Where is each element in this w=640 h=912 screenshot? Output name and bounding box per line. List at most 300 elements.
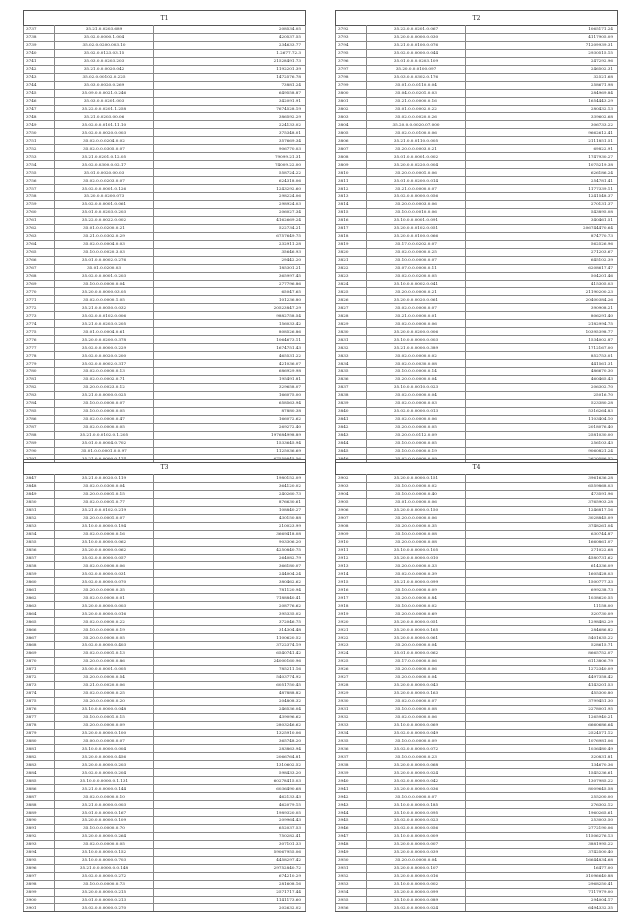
row-index-cell: 3743 [24,73,55,81]
table-row [336,673,618,681]
row-index-cell: 3827 [336,304,367,312]
value-cell: 69822.91 [466,145,618,153]
table-row [336,81,618,89]
row-index-cell: 3739 [24,41,55,49]
code-cell: 35.09.0.0.0021.0.246 [55,89,154,97]
table-row [336,352,618,360]
table-row [336,562,618,570]
code-cell: 35.00.0.0.0001.0.005 [55,665,154,673]
table-row [24,153,306,161]
table-row [336,200,618,208]
row-index-cell: 3774 [24,320,55,328]
table-row [24,626,306,634]
code-cell: 35.03.0.0.0302.0.176 [367,73,466,81]
code-cell: 35.20.0.0.0000.0.35 [367,522,466,530]
value-cell: 1265940.21 [466,713,618,721]
row-index-cell: 3889 [24,809,55,817]
table-row [24,872,306,880]
code-cell: 35.21.0.0.0000.0.144 [55,785,154,793]
table-row [24,475,306,483]
table-row [336,594,618,602]
table-row [336,193,618,201]
row-index-cell: 3822 [336,264,367,272]
code-cell: 35.10.0.0.0000.0.105 [367,546,466,554]
code-cell: 35.02.0.0200.003.10 [55,41,154,49]
code-cell: 35.01.0.0.0000.0.062 [367,649,466,657]
table-row [336,328,618,336]
value-cell: 269272.40 [154,423,306,431]
code-cell: 35.02.0.0.0000.0.16 [55,530,154,538]
code-cell: 35.02.0.0.0000.0.403 [55,642,154,650]
table-row [336,65,618,73]
table-row [24,713,306,721]
value-cell: 32521.68 [466,73,618,81]
code-cell: 35.10.0.0.0000.0.19 [367,447,466,455]
code-cell: 35.20.0.0.0000.0.010 [367,554,466,562]
value-cell: 652037.53 [154,824,306,832]
value-cell: 20400384.26 [466,296,618,304]
value-cell: 2803246.62 [154,721,306,729]
code-cell: 35.20.0.0.0000.0.109 [55,816,154,824]
code-cell: 35.20.0.0.0000.0.264 [55,832,154,840]
value-cell: 6208617.47 [466,264,618,272]
row-index-cell: 3874 [24,689,55,697]
table-row [336,657,618,665]
value-cell: 6494332.35 [466,904,618,912]
table-row [24,618,306,626]
row-index-cell: 3912 [336,554,367,562]
code-cell: 35.10.0.0.0010.0.06 [367,208,466,216]
value-cell: 206027.34 [154,208,306,216]
table-row [24,26,306,34]
value-cell: 202632.02 [154,904,306,912]
table-row [24,320,306,328]
code-cell: 35.02.0.0.0030.0.08 [367,360,466,368]
row-index-cell: 3765 [24,248,55,256]
value-cell: 2182994.75 [466,320,618,328]
table-row [24,602,306,610]
code-cell: 35.20.0.0.0001.0.15 [55,490,154,498]
row-index-cell: 3752 [24,145,55,153]
table-row [24,649,306,657]
table-row [336,618,618,626]
value-cell: 1141173.60 [154,896,306,904]
row-index-cell: 3903 [336,482,367,490]
row-index-cell: 3788 [24,431,55,439]
row-index-cell: 3910 [336,538,367,546]
row-index-cell: 3906 [336,506,367,514]
code-cell: 35.10.0.0.0002.0.041 [367,280,466,288]
code-cell: 35.10.0.0.0000.0.002 [367,880,466,888]
row-index-cell: 3900 [24,896,55,904]
value-cell: 441561.31 [466,360,618,368]
code-cell: 35.02.0.0.0000.0.09 [367,455,466,463]
row-index-cell: 3926 [336,665,367,673]
value-cell: 1500777.33 [466,578,618,586]
code-cell: 35.10.0.0.0000.0.73 [55,880,154,888]
table-row [24,490,306,498]
value-cell: 598433.20 [154,769,306,777]
table-row [24,689,306,697]
value-cell: 31096640.88 [466,872,618,880]
code-cell: 35.01.0.0.0004.0.702 [55,439,154,447]
code-cell: 35.21.0.0.0203.0.205 [55,320,154,328]
value-cell: 185301.21 [154,264,306,272]
row-index-cell: 3919 [336,610,367,618]
row-index-cell: 3909 [336,530,367,538]
value-cell: 60278415.03 [154,777,306,785]
code-cell: 35.02.0.0.0004.0.03 [55,240,154,248]
code-cell: 35.20.0.0.0000.0.150 [367,506,466,514]
row-index-cell: 3878 [24,721,55,729]
row-index-cell: 3821 [336,256,367,264]
row-index-cell: 3812 [336,185,367,193]
value-cell: 264082.79 [154,554,306,562]
row-index-cell: 3823 [336,272,367,280]
row-index-cell: 3745 [24,89,55,97]
table-row [24,177,306,185]
code-cell: 35.01.0.0.0001.0.002 [367,153,466,161]
table-panel-t4 [335,459,618,912]
row-index-cell: 3792 [336,26,367,34]
code-cell: 35.20.0.0.0220.0.004 [367,161,466,169]
code-cell: 35.01.0.0.0200.0.21 [55,224,154,232]
value-cell: 903306.20 [154,538,306,546]
row-index-cell: 3849 [24,490,55,498]
code-cell: 35.02.0.0.0000.0.272 [55,872,154,880]
value-cell: 1989320.05 [154,809,306,817]
code-cell: 35.02.0.0.0000.0.07 [367,697,466,705]
table-row [24,57,306,65]
table-row [24,89,306,97]
code-cell: 35.21.0.0.0000.0.07 [367,185,466,193]
table-row [336,153,618,161]
value-cell: 2968250.41 [466,880,618,888]
code-cell: 35.10.0.0.0000.0.05 [367,439,466,447]
row-index-cell: 3782 [24,383,55,391]
value-cell: 108840.27 [154,506,306,514]
value-cell: 210023.99 [154,522,306,530]
value-cell: 25016.70 [466,391,618,399]
table-row [336,177,618,185]
code-cell: 35.20.0.0.0000.0.068 [367,761,466,769]
code-cell: 35.21.0.0.0020.0.06 [55,681,154,689]
table-row [24,407,306,415]
table-row [336,49,618,57]
table-row [24,232,306,240]
code-cell: 35.02.0.0.0000.0.06 [367,713,466,721]
code-cell: 35.02.0.0.0100.0.06 [367,129,466,137]
code-cell: 35.20.0.0.0000.0.05 [55,634,154,642]
row-index-cell: 3885 [24,777,55,785]
value-cell: 294004.17 [466,896,618,904]
row-index-cell: 3892 [24,832,55,840]
row-index-cell: 3950 [336,856,367,864]
table-row [24,896,306,904]
table-row [24,375,306,383]
table-row [24,121,306,129]
value-cell: 4143201.53 [466,681,618,689]
code-cell: 35.02.0.0.0000.0.229 [55,344,154,352]
row-index-cell: 3817 [336,224,367,232]
code-cell: 35.02.0.0.0000.0.023 [367,816,466,824]
row-index-cell: 3834 [336,360,367,368]
value-cell: 624318.06 [154,177,306,185]
code-cell: 35.20.0.0.0000.0.203 [55,761,154,769]
value-cell: 284969.84 [466,89,618,97]
value-cell: 366180.07 [154,562,306,570]
row-index-cell: 3873 [24,681,55,689]
value-cell: 1654443.29 [466,97,618,105]
row-index-cell: 3899 [24,888,55,896]
row-index-cell: 3768 [24,272,55,280]
code-cell: 35.01.0.0.0002.0.22 [367,105,466,113]
table-row [24,113,306,121]
code-cell: 35.10.0.0.0000.0.194 [55,522,154,530]
value-cell: 246502.31 [466,65,618,73]
value-cell: 486670.30 [466,367,618,375]
row-index-cell: 3763 [24,232,55,240]
row-index-cell: 3813 [336,193,367,201]
row-index-cell: 3904 [336,490,367,498]
table-row [24,256,306,264]
table-row [336,848,618,856]
value-cell: 3961636.28 [466,475,618,483]
code-cell: 35.21.0.0.0000.0.174 [55,455,154,463]
value-cell: 1545236.61 [466,769,618,777]
code-cell: 35.02.0.0.0000.0.06 [367,415,466,423]
table-row [24,312,306,320]
table-row [24,129,306,137]
table-row [336,816,618,824]
row-index-cell: 3775 [24,328,55,336]
row-index-cell: 3755 [24,169,55,177]
table-row [336,864,618,872]
row-index-cell: 3826 [336,296,367,304]
code-cell: 35.20.0.0.0000.0.06 [367,514,466,522]
code-cell: 35.20.0.0.0000.0.69 [367,610,466,618]
code-cell: 35.02.0.0.0001.0.13 [55,649,154,657]
row-index-cell: 3911 [336,546,367,554]
table-row [24,105,306,113]
code-cell: 35.10.0.0.0000.0.003 [367,336,466,344]
code-cell: 35.20.0.0.0000.0.163 [367,689,466,697]
code-cell: 35.20.0.0.0000.0.09 [55,721,154,729]
value-cell: 504201.46 [466,272,618,280]
value-cell: 1307985.22 [466,777,618,785]
value-cell: 1960265.61 [466,809,618,817]
code-cell: 35.10.0.0.0000.0.23 [367,753,466,761]
row-index-cell: 3796 [336,57,367,65]
row-index-cell: 3786 [24,415,55,423]
table-row [336,649,618,657]
value-cell: 430150.88 [154,514,306,522]
code-cell: 35.20.0.0.0000.0.016 [367,872,466,880]
code-cell: 35.04.0.0.0201.0.03 [367,89,466,97]
row-index-cell: 3854 [24,530,55,538]
table-row [24,391,306,399]
value-cell: 276302.12 [466,801,618,809]
row-index-cell: 3902 [336,475,367,483]
value-cell: 6051750.45 [154,681,306,689]
value-cell: 626186.24 [466,169,618,177]
value-cell: 806291.40 [466,312,618,320]
code-cell: 35.20.0.0.0000.0.151 [367,475,466,483]
value-cell: 21528491.73 [154,57,306,65]
value-cell: 658563.94 [154,399,306,407]
code-cell: 35.01.0.0.0203.0.203 [55,208,154,216]
value-cell: 375348.01 [154,129,306,137]
value-cell: 2571717.44 [154,888,306,896]
value-cell: 852753.01 [466,352,618,360]
row-index-cell: 3799 [336,81,367,89]
table-row [336,248,618,256]
value-cell: 298224.06 [154,193,306,201]
row-index-cell: 3805 [336,129,367,137]
row-index-cell: 3828 [336,312,367,320]
value-cell: 5403774.92 [154,673,306,681]
value-cell: 386592.29 [154,113,306,121]
value-cell: 24000160.96 [154,657,306,665]
value-cell: 329658.07 [154,383,306,391]
row-index-cell: 3809 [336,161,367,169]
value-cell: 462133.43 [154,793,306,801]
row-index-cell: 3947 [336,832,367,840]
row-index-cell: 3936 [336,745,367,753]
table-row [24,97,306,105]
code-cell: 35.02.0.0.0000.0.01 [55,594,154,602]
row-index-cell: 3815 [336,208,367,216]
value-cell: 197684998.89 [154,431,306,439]
table-row [336,113,618,121]
table-row [336,256,618,264]
code-cell: 35.21.0.0.0000.0.003 [55,801,154,809]
table-row [24,145,306,153]
code-cell: 35.20.0.0.0000.0.04 [367,856,466,864]
code-cell: 35.01.0.0.0004.0.61 [55,328,154,336]
table-row [24,367,306,375]
value-cell: 2620586.52 [466,455,618,463]
table-row [336,522,618,530]
value-cell: 365997.45 [154,272,306,280]
code-cell: 35.20.0.0.0000.0.08 [367,538,466,546]
code-cell: 35.20.0.0.0003.0.21 [367,145,466,153]
table-row [24,33,306,41]
row-index-cell: 3804 [336,121,367,129]
table-panel-t3 [23,459,306,912]
code-cell: 35.10.0.0.0000.0.703 [55,856,154,864]
value-cell: 1246817.16 [466,506,618,514]
value-cell: 415305.03 [466,280,618,288]
code-cell: 35.02.0.0.0000.0.39 [367,570,466,578]
row-index-cell: 3917 [336,594,367,602]
row-index-cell: 3778 [24,352,55,360]
value-cell: 1533645.94 [154,439,306,447]
code-cell: 35.20.0.0.0000.0.215 [55,888,154,896]
code-cell: 35.02.0.0.0000.0.056 [367,824,466,832]
value-cell: 247292.96 [466,57,618,65]
row-index-cell: 3891 [24,824,55,832]
table-row [336,665,618,673]
code-cell: 35.21.0.0.0000.0.16 [367,97,466,105]
code-cell: 35.02.0.0.0200.0.05 [367,272,466,280]
value-cell: 6036490.68 [154,785,306,793]
row-index-cell: 3869 [24,649,55,657]
table-title: T4 [335,459,618,474]
table-row [336,415,618,423]
table-row [336,737,618,745]
table-row [24,360,306,368]
table-row [336,769,618,777]
value-cell: 87880.38 [154,407,306,415]
row-index-cell: 3789 [24,439,55,447]
code-cell: 35.02.0.0.0305.0.07 [55,145,154,153]
code-cell: 35.10.0.0.0000.0.062 [55,538,154,546]
table-row [24,753,306,761]
value-cell: 16477.00 [466,864,618,872]
code-cell: 35.02.0.0.0000.0.03 [367,399,466,407]
value-cell: 645102.39 [466,256,618,264]
table-row [24,423,306,431]
value-cell: 3028845.09 [466,514,618,522]
row-index-cell: 3920 [336,618,367,626]
code-cell: 35.21.0.0.0102.0.1.205 [55,431,154,439]
row-index-cell: 3929 [336,689,367,697]
value-cell: 4458297.42 [154,856,306,864]
value-cell: 3881995.22 [466,840,618,848]
value-cell: 7117979.00 [466,888,618,896]
value-cell: 208776.62 [154,602,306,610]
table-row [24,721,306,729]
value-cell: 1065171.24 [466,26,618,34]
code-cell: 35.20.0.0.0000.0.84 [367,594,466,602]
row-index-cell: 3945 [336,816,367,824]
row-index-cell: 3851 [24,506,55,514]
code-cell: 35.10.0.0.0000.0.08 [367,530,466,538]
table-row [24,801,306,809]
row-index-cell: 3901 [24,904,55,912]
value-cell: 11506276.13 [466,832,618,840]
value-cell: 699238.73 [466,586,618,594]
code-cell: 35.17.0.0.0202.0.07 [367,240,466,248]
row-index-cell: 3898 [24,880,55,888]
code-cell: 35.02.0.0.0101.11.10 [55,121,154,129]
code-cell: 35.02.0.0.0002.0.317 [55,360,154,368]
row-index-cell: 3853 [24,522,55,530]
table-row [336,872,618,880]
value-cell: 71209939.31 [466,41,618,49]
table-row [336,626,618,634]
table-row [336,761,618,769]
value-cell: 6559868.03 [466,482,618,490]
row-index-cell: 3931 [336,705,367,713]
code-cell: 35.20.0.0.0000.0.007 [367,840,466,848]
value-cell: 7674528.19 [154,105,306,113]
table-row [336,729,618,737]
code-cell: 35.02.0.0.0001.0.203 [55,272,154,280]
value-cell: 630744.87 [466,530,618,538]
code-cell: 35.21.0.0201.0.12.05 [55,153,154,161]
value-cell: 8009645.58 [466,785,618,793]
table-row [24,288,306,296]
code-cell: 35.20.0.0.0000.0.06 [367,665,466,673]
row-index-cell: 3803 [336,113,367,121]
value-cell: 1243292.60 [154,185,306,193]
code-cell: 35.21.0.0.0020.042 [55,65,154,73]
table-row [24,514,306,522]
code-cell: 35.10.0.0.0000.0.009 [367,832,466,840]
value-cell: 101236.80 [154,296,306,304]
